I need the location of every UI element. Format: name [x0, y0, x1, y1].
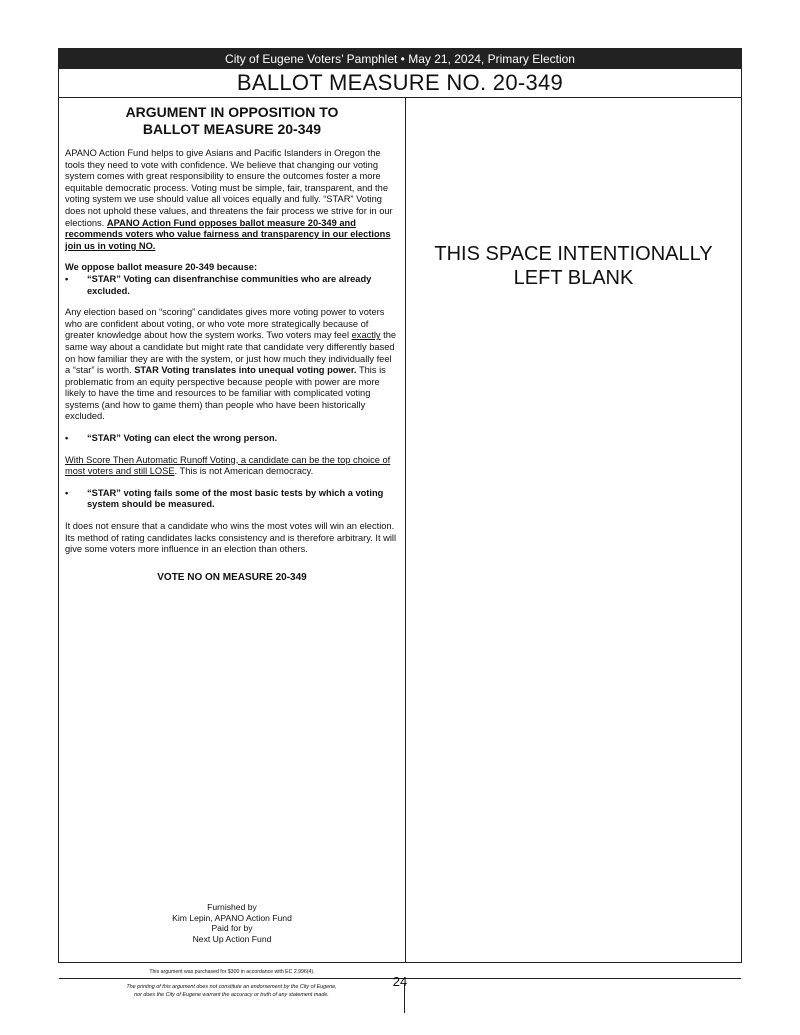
furnished-by-block — [59, 902, 405, 944]
point-3-heading — [65, 488, 399, 511]
intro-paragraph — [65, 148, 399, 252]
measure-title: BALLOT MEASURE NO. 20-349 — [59, 69, 741, 98]
furnished-line4: Next Up Action Fund — [192, 933, 272, 944]
point-1-heading — [65, 274, 399, 297]
point-1-text-b: the same way about a candidate but might rate that candidate very differently based on how familiar they are with the system, or just how much they individually feel a “star” is worth. — [65, 330, 397, 376]
point-3-body: It does not ensure that a candidate who wins the most votes will win an election. Its method of rating candidates lacks consistency and is therefore arbitrary. It will give some voters more influence in an election than others. — [65, 521, 397, 555]
bullet-icon: • — [65, 273, 69, 284]
point-2-heading — [65, 433, 399, 445]
purchase-note: This argument was purchased for $300 in accordance with EC 2.996(4). — [149, 969, 315, 975]
furnished-line2: Kim Lepin, APANO Action Fund — [172, 912, 292, 923]
point-1-text-a: Any election based on “scoring” candidates gives more voting power to voters who are confident about voting, or who vote more strategically because of greater knowledge about how the system works. Two voters may feel — [65, 307, 385, 341]
page-number: 24 — [392, 974, 408, 989]
bullet-icon: • — [65, 487, 69, 498]
point-1-exactly: exactly — [351, 330, 381, 341]
bullet-icon: • — [65, 433, 69, 444]
point-1-text-c: This is problematic from an equity perspective because people with power are more likely to have the time and resources to be familiar with complicated voting systems (and how to game them) than people who have been historically excluded. — [65, 365, 386, 422]
disclaimer-line2: nor does the City of Eugene warrant the accuracy or truth of any statement made. — [134, 992, 329, 998]
because-heading: We oppose ballot measure 20-349 because: — [65, 262, 258, 273]
blank-column — [406, 98, 741, 962]
point-2-rest: . This is not American democracy. — [174, 466, 314, 477]
vote-no-line: VOTE NO ON MEASURE 20-349 — [157, 571, 307, 583]
pamphlet-banner: City of Eugene Voters’ Pamphlet • May 21, 2024, Primary Election — [59, 49, 741, 69]
furnished-line1: Furnished by — [207, 902, 257, 912]
furnished-line3: Paid for by — [211, 923, 253, 934]
disclaimer-line1: The printing of this argument does not constitute an endorsement by the City of Eugene, — [126, 984, 337, 990]
pamphlet-frame — [58, 48, 742, 998]
point-1-body — [65, 307, 399, 423]
point-1-bold: STAR Voting translates into unequal voting power. — [134, 365, 357, 376]
point-2-body — [65, 455, 399, 478]
point-2-heading-text: “STAR” Voting can elect the wrong person. — [87, 433, 278, 444]
blank-line2: LEFT BLANK — [513, 267, 634, 289]
argument-title — [59, 104, 405, 138]
point-3-heading-text: “STAR” voting fails some of the most basic tests by which a voting system should be measured. — [87, 487, 384, 510]
argument-title-line1: ARGUMENT IN OPPOSITION TO — [125, 104, 339, 120]
point-2-underlined: With Score Then Automatic Runoff Voting, a candidate can be the top choice of most voters and still LOSE — [65, 454, 391, 477]
point-1-heading-text: “STAR” Voting can disenfranchise communities who are already excluded. — [87, 273, 372, 296]
intentionally-blank-text — [406, 242, 741, 290]
argument-title-line2: BALLOT MEASURE 20-349 — [142, 121, 322, 137]
argument-body — [59, 148, 405, 583]
blank-line1: THIS SPACE INTENTIONALLY — [434, 243, 713, 265]
opposition-argument-column — [59, 98, 406, 975]
intro-emphasis: APANO Action Fund opposes ballot measure 20-349 and recommends voters who value fairness and transparency in our elections join us in voting NO. — [65, 217, 391, 251]
intro-text: APANO Action Fund helps to give Asians and Pacific Islanders in Oregon the tools they need to vote with confidence. We believe that changing our voting system comes with great responsibility to ensure the outcomes foster a more equitable democratic process. Voting must be simple, fair, transparent, and the voting system we use should value all voices equally and fully. “STAR” Voting does not uphold these values, and threatens the fair process we strive for in our elections. — [65, 148, 393, 228]
